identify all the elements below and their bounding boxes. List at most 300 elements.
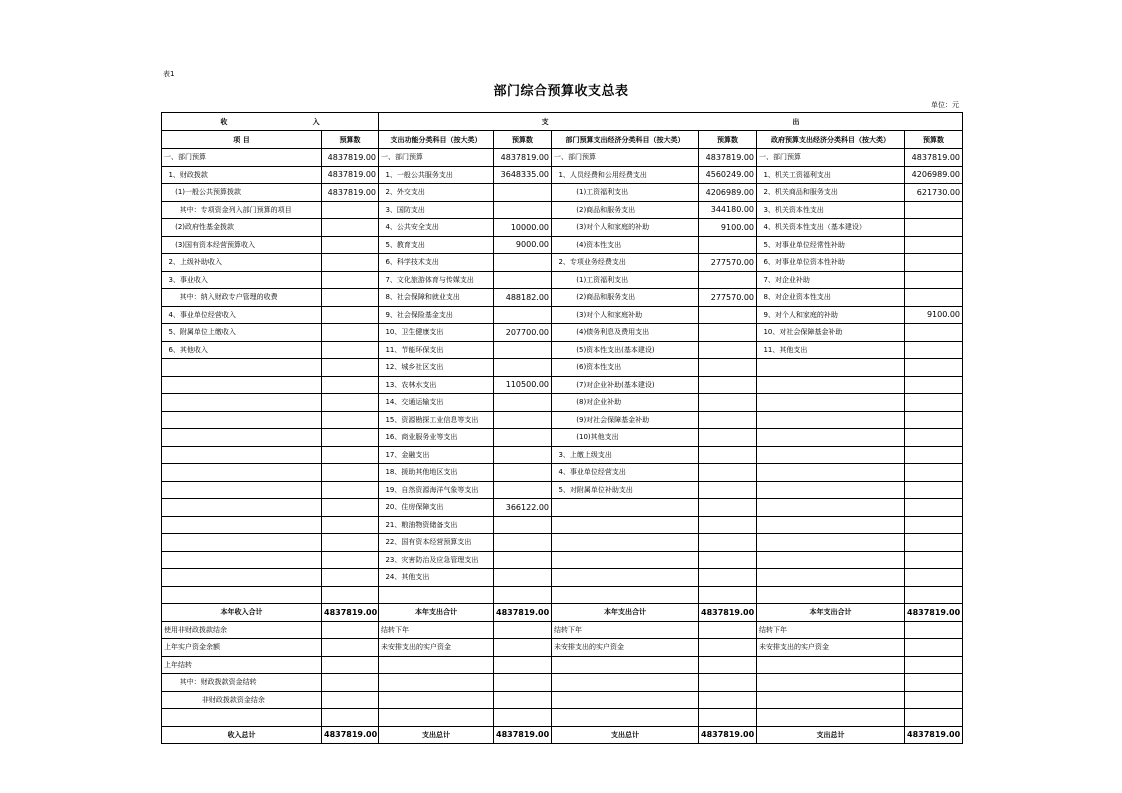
item-cell <box>552 674 699 692</box>
amount-cell <box>905 499 963 517</box>
amount-cell <box>494 464 552 482</box>
amount-cell: 621730.00 <box>905 184 963 202</box>
amount-cell: 4837819.00 <box>494 726 552 744</box>
amount-cell <box>699 411 757 429</box>
amount-cell <box>494 201 552 219</box>
item-cell: 结转下年 <box>379 621 494 639</box>
amount-cell <box>905 551 963 569</box>
amount-cell: 110500.00 <box>494 376 552 394</box>
amount-cell <box>905 674 963 692</box>
item-cell: 未安排支出的实户资金 <box>757 639 905 657</box>
amount-cell <box>494 446 552 464</box>
amount-cell: 4837819.00 <box>322 726 379 744</box>
item-cell <box>552 586 699 604</box>
item-cell <box>757 709 905 727</box>
item-cell: 一、部门预算 <box>162 149 322 167</box>
amount-cell <box>322 499 379 517</box>
item-cell: 24、其他支出 <box>379 569 494 587</box>
item-cell <box>757 429 905 447</box>
item-cell: 4、事业单位经营收入 <box>162 306 322 324</box>
amount-cell: 9000.00 <box>494 236 552 254</box>
amount-cell: 4837819.00 <box>699 726 757 744</box>
item-cell: 18、援助其他地区支出 <box>379 464 494 482</box>
amount-cell <box>494 271 552 289</box>
table-row <box>162 639 963 657</box>
amount-cell <box>322 551 379 569</box>
table-row <box>162 551 963 569</box>
item-cell <box>162 516 322 534</box>
amount-cell <box>322 691 379 709</box>
item-cell <box>162 429 322 447</box>
item-cell: 未安排支出的实户资金 <box>552 639 699 657</box>
item-cell <box>757 569 905 587</box>
item-cell: 3、事业收入 <box>162 271 322 289</box>
table-row <box>162 254 963 272</box>
amount-cell <box>494 254 552 272</box>
item-cell: 上年结转 <box>162 656 322 674</box>
amount-cell <box>699 446 757 464</box>
amount-cell <box>322 446 379 464</box>
item-cell: 8、社会保障和就业支出 <box>379 289 494 307</box>
amount-cell <box>494 306 552 324</box>
item-cell <box>162 394 322 412</box>
amount-cell <box>905 341 963 359</box>
amount-cell <box>322 271 379 289</box>
amount-cell <box>494 516 552 534</box>
item-cell <box>162 551 322 569</box>
item-cell: 使用非财政拨款结余 <box>162 621 322 639</box>
amount-cell <box>905 289 963 307</box>
table-row <box>162 674 963 692</box>
item-cell <box>162 569 322 587</box>
item-cell: (1)一般公共预算拨款 <box>162 184 322 202</box>
item-cell: 2、外交支出 <box>379 184 494 202</box>
amount-cell: 4837819.00 <box>494 149 552 167</box>
amount-cell <box>905 516 963 534</box>
item-cell: 上年实户资金余额 <box>162 639 322 657</box>
item-cell <box>162 586 322 604</box>
item-cell <box>757 464 905 482</box>
amount-cell: 3648335.00 <box>494 166 552 184</box>
item-cell: 10、对社会保障基金补助 <box>757 324 905 342</box>
item-cell: 6、对事业单位资本性补助 <box>757 254 905 272</box>
item-cell: 本年支出合计 <box>552 604 699 622</box>
amount-cell <box>699 394 757 412</box>
amount-cell <box>905 376 963 394</box>
amount-cell <box>905 586 963 604</box>
amount-cell <box>699 359 757 377</box>
item-cell <box>757 499 905 517</box>
amount-cell <box>494 569 552 587</box>
item-cell: 3、国防支出 <box>379 201 494 219</box>
item-cell: 5、对事业单位经常性补助 <box>757 236 905 254</box>
grand-total-row <box>162 726 963 744</box>
amount-cell <box>322 586 379 604</box>
table-row <box>162 166 963 184</box>
amount-cell <box>494 534 552 552</box>
amount-cell <box>322 516 379 534</box>
table-row <box>162 534 963 552</box>
item-cell: 5、附属单位上缴收入 <box>162 324 322 342</box>
amount-cell <box>699 674 757 692</box>
item-cell: 1、财政拨款 <box>162 166 322 184</box>
amount-cell <box>699 464 757 482</box>
item-cell: 11、其他支出 <box>757 341 905 359</box>
column-header: 政府预算支出经济分类科目（按大类） <box>757 131 905 149</box>
amount-cell <box>905 534 963 552</box>
table-row <box>162 621 963 639</box>
item-cell: (2)商品和服务支出 <box>552 201 699 219</box>
item-cell: 一、部门预算 <box>757 149 905 167</box>
item-cell <box>379 586 494 604</box>
item-cell: 2、上级补助收入 <box>162 254 322 272</box>
item-cell: 支出总计 <box>757 726 905 744</box>
table-row <box>162 499 963 517</box>
page-title: 部门综合预算收支总表 <box>493 84 629 99</box>
column-header: 预算数 <box>905 131 963 149</box>
item-cell <box>757 534 905 552</box>
amount-cell <box>322 709 379 727</box>
amount-cell: 4837819.00 <box>322 166 379 184</box>
amount-cell: 344180.00 <box>699 201 757 219</box>
amount-cell: 4837819.00 <box>905 726 963 744</box>
item-cell: 5、对附属单位补助支出 <box>552 481 699 499</box>
item-cell <box>757 674 905 692</box>
item-cell <box>757 656 905 674</box>
item-cell <box>379 674 494 692</box>
item-cell: 结转下年 <box>552 621 699 639</box>
amount-cell <box>494 429 552 447</box>
amount-cell <box>905 429 963 447</box>
item-cell: 12、城乡社区支出 <box>379 359 494 377</box>
amount-cell <box>699 499 757 517</box>
item-cell: 一、部门预算 <box>552 149 699 167</box>
item-cell: 4、事业单位经营支出 <box>552 464 699 482</box>
amount-cell <box>322 289 379 307</box>
item-cell: 其中：纳入财政专户管理的收费 <box>162 289 322 307</box>
amount-cell <box>322 201 379 219</box>
item-cell: 4、公共安全支出 <box>379 219 494 237</box>
amount-cell <box>905 271 963 289</box>
item-cell: 6、其他收入 <box>162 341 322 359</box>
amount-cell <box>322 464 379 482</box>
table-row <box>162 359 963 377</box>
column-header: 部门预算支出经济分类科目（按大类） <box>552 131 699 149</box>
amount-cell: 4837819.00 <box>905 149 963 167</box>
amount-cell: 4837819.00 <box>322 184 379 202</box>
item-cell: 14、交通运输支出 <box>379 394 494 412</box>
amount-cell <box>699 656 757 674</box>
amount-cell <box>905 464 963 482</box>
item-cell <box>757 411 905 429</box>
column-header: 支出功能分类科目（按大类） <box>379 131 494 149</box>
item-cell: 11、节能环保支出 <box>379 341 494 359</box>
item-cell <box>552 656 699 674</box>
column-header: 预算数 <box>322 131 379 149</box>
item-cell: (6)资本性支出 <box>552 359 699 377</box>
table-row <box>162 656 963 674</box>
amount-cell <box>905 656 963 674</box>
table-number: 表1 <box>163 70 175 78</box>
item-cell <box>162 359 322 377</box>
item-cell: 9、对个人和家庭的补助 <box>757 306 905 324</box>
item-cell: 本年支出合计 <box>379 604 494 622</box>
item-cell <box>162 709 322 727</box>
item-cell <box>757 551 905 569</box>
amount-cell: 4206989.00 <box>699 184 757 202</box>
item-cell: (5)资本性支出(基本建设) <box>552 341 699 359</box>
item-cell: (4)资本性支出 <box>552 236 699 254</box>
item-cell: (9)对社会保障基金补助 <box>552 411 699 429</box>
item-cell: (3)国有资本经营预算收入 <box>162 236 322 254</box>
item-cell <box>757 516 905 534</box>
amount-cell <box>322 254 379 272</box>
item-cell <box>379 691 494 709</box>
item-cell <box>162 446 322 464</box>
item-cell: 8、对企业资本性支出 <box>757 289 905 307</box>
item-cell <box>162 376 322 394</box>
amount-cell <box>905 359 963 377</box>
item-cell <box>757 394 905 412</box>
amount-cell <box>494 621 552 639</box>
table-row <box>162 429 963 447</box>
item-cell: (7)对企业补助(基本建设) <box>552 376 699 394</box>
amount-cell: 277570.00 <box>699 289 757 307</box>
amount-cell <box>322 621 379 639</box>
amount-cell <box>905 394 963 412</box>
table-row <box>162 289 963 307</box>
item-cell: 6、科学技术支出 <box>379 254 494 272</box>
amount-cell <box>699 621 757 639</box>
amount-cell <box>699 429 757 447</box>
item-cell <box>757 481 905 499</box>
item-cell: (8)对企业补助 <box>552 394 699 412</box>
table-row <box>162 516 963 534</box>
table-row <box>162 184 963 202</box>
item-cell: 19、自然资源海洋气象等支出 <box>379 481 494 499</box>
amount-cell <box>905 201 963 219</box>
amount-cell <box>699 481 757 499</box>
item-cell <box>552 534 699 552</box>
amount-cell <box>494 341 552 359</box>
item-cell: 9、社会保险基金支出 <box>379 306 494 324</box>
amount-cell <box>494 411 552 429</box>
amount-cell <box>699 236 757 254</box>
expense-group-header: 支 出 <box>379 113 963 131</box>
amount-cell <box>699 271 757 289</box>
item-cell: 本年支出合计 <box>757 604 905 622</box>
amount-cell <box>494 656 552 674</box>
amount-cell <box>905 621 963 639</box>
item-cell: (10)其他支出 <box>552 429 699 447</box>
amount-cell <box>699 376 757 394</box>
amount-cell: 207700.00 <box>494 324 552 342</box>
item-cell: 21、粮油物资储备支出 <box>379 516 494 534</box>
amount-cell <box>494 586 552 604</box>
amount-cell <box>699 709 757 727</box>
amount-cell <box>699 569 757 587</box>
item-cell <box>757 376 905 394</box>
item-cell: (2)政府性基金拨款 <box>162 219 322 237</box>
table-row <box>162 691 963 709</box>
item-cell: 7、对企业补助 <box>757 271 905 289</box>
item-cell <box>162 499 322 517</box>
item-cell <box>162 534 322 552</box>
item-cell: 其中：财政拨款资金结转 <box>162 674 322 692</box>
item-cell: 非财政拨款资金结余 <box>162 691 322 709</box>
item-cell: 1、机关工资福利支出 <box>757 166 905 184</box>
amount-cell: 9100.00 <box>699 219 757 237</box>
item-cell <box>552 691 699 709</box>
amount-cell <box>322 429 379 447</box>
amount-cell <box>699 306 757 324</box>
table-row <box>162 236 963 254</box>
item-cell: 23、灾害防治及应急管理支出 <box>379 551 494 569</box>
item-cell <box>757 359 905 377</box>
table-row <box>162 394 963 412</box>
amount-cell <box>322 639 379 657</box>
amount-cell <box>494 691 552 709</box>
table-row <box>162 586 963 604</box>
item-cell: 7、文化旅游体育与传媒支出 <box>379 271 494 289</box>
item-cell: 4、机关资本性支出（基本建设） <box>757 219 905 237</box>
item-cell: 16、商业服务业等支出 <box>379 429 494 447</box>
amount-cell <box>699 534 757 552</box>
amount-cell <box>905 324 963 342</box>
amount-cell <box>494 709 552 727</box>
item-cell: 10、卫生健康支出 <box>379 324 494 342</box>
item-cell: 3、机关资本性支出 <box>757 201 905 219</box>
amount-cell <box>494 674 552 692</box>
amount-cell <box>494 359 552 377</box>
item-cell: 本年收入合计 <box>162 604 322 622</box>
amount-cell <box>322 341 379 359</box>
amount-cell <box>322 656 379 674</box>
amount-cell: 4560249.00 <box>699 166 757 184</box>
amount-cell <box>322 306 379 324</box>
table-row <box>162 271 963 289</box>
unit-label: 单位：元 <box>931 101 959 109</box>
item-cell <box>757 691 905 709</box>
item-cell: 1、一般公共服务支出 <box>379 166 494 184</box>
table-row <box>162 341 963 359</box>
amount-cell <box>322 236 379 254</box>
item-cell: 收入总计 <box>162 726 322 744</box>
item-cell <box>162 411 322 429</box>
table-row <box>162 446 963 464</box>
item-cell <box>757 586 905 604</box>
amount-cell <box>494 639 552 657</box>
amount-cell <box>699 586 757 604</box>
item-cell <box>552 551 699 569</box>
table-row <box>162 709 963 727</box>
item-cell: 结转下年 <box>757 621 905 639</box>
amount-cell <box>322 481 379 499</box>
amount-cell <box>322 534 379 552</box>
amount-cell: 4837819.00 <box>905 604 963 622</box>
item-cell <box>552 569 699 587</box>
column-header: 预算数 <box>494 131 552 149</box>
amount-cell <box>322 394 379 412</box>
amount-cell <box>699 691 757 709</box>
amount-cell: 366122.00 <box>494 499 552 517</box>
amount-cell <box>322 411 379 429</box>
item-cell: 3、上缴上级支出 <box>552 446 699 464</box>
amount-cell <box>322 674 379 692</box>
amount-cell <box>905 691 963 709</box>
amount-cell <box>699 341 757 359</box>
item-cell <box>379 656 494 674</box>
income-group-header: 收 入 <box>162 113 379 131</box>
item-cell: 一、部门预算 <box>379 149 494 167</box>
item-cell: 22、国有资本经营预算支出 <box>379 534 494 552</box>
amount-cell <box>905 254 963 272</box>
amount-cell <box>905 481 963 499</box>
year-total-row <box>162 604 963 622</box>
item-cell <box>552 709 699 727</box>
column-header: 预算数 <box>699 131 757 149</box>
item-cell: (1)工资福利支出 <box>552 184 699 202</box>
amount-cell: 10000.00 <box>494 219 552 237</box>
table-row <box>162 201 963 219</box>
amount-cell <box>494 481 552 499</box>
amount-cell <box>905 411 963 429</box>
amount-cell <box>322 376 379 394</box>
item-cell <box>552 499 699 517</box>
item-cell: 2、专项业务经费支出 <box>552 254 699 272</box>
table-row <box>162 464 963 482</box>
item-cell: 13、农林水支出 <box>379 376 494 394</box>
amount-cell <box>699 324 757 342</box>
item-cell: (1)工资福利支出 <box>552 271 699 289</box>
amount-cell <box>494 184 552 202</box>
item-cell: 其中：专项资金列入部门预算的项目 <box>162 201 322 219</box>
amount-cell <box>905 709 963 727</box>
amount-cell <box>322 359 379 377</box>
amount-cell <box>322 324 379 342</box>
item-cell: (4)债务利息及费用支出 <box>552 324 699 342</box>
amount-cell: 4837819.00 <box>699 149 757 167</box>
item-cell: 未安排支出的实户资金 <box>379 639 494 657</box>
amount-cell: 488182.00 <box>494 289 552 307</box>
table-row <box>162 481 963 499</box>
table-row <box>162 376 963 394</box>
table-row <box>162 149 963 167</box>
item-cell <box>757 446 905 464</box>
item-cell: 15、资源勘探工业信息等支出 <box>379 411 494 429</box>
column-header: 项 目 <box>162 131 322 149</box>
amount-cell <box>494 551 552 569</box>
table-row <box>162 411 963 429</box>
table-row <box>162 306 963 324</box>
item-cell: 支出总计 <box>552 726 699 744</box>
item-cell <box>162 464 322 482</box>
item-cell: (3)对个人和家庭补助 <box>552 306 699 324</box>
amount-cell <box>699 639 757 657</box>
amount-cell: 4837819.00 <box>494 604 552 622</box>
item-cell: (3)对个人和家庭的补助 <box>552 219 699 237</box>
amount-cell <box>905 569 963 587</box>
amount-cell <box>905 236 963 254</box>
amount-cell: 277570.00 <box>699 254 757 272</box>
column-header-row <box>162 131 963 149</box>
amount-cell <box>494 394 552 412</box>
item-cell <box>379 709 494 727</box>
item-cell: 1、人员经费和公用经费支出 <box>552 166 699 184</box>
amount-cell <box>322 219 379 237</box>
item-cell: 2、机关商品和服务支出 <box>757 184 905 202</box>
amount-cell <box>905 219 963 237</box>
